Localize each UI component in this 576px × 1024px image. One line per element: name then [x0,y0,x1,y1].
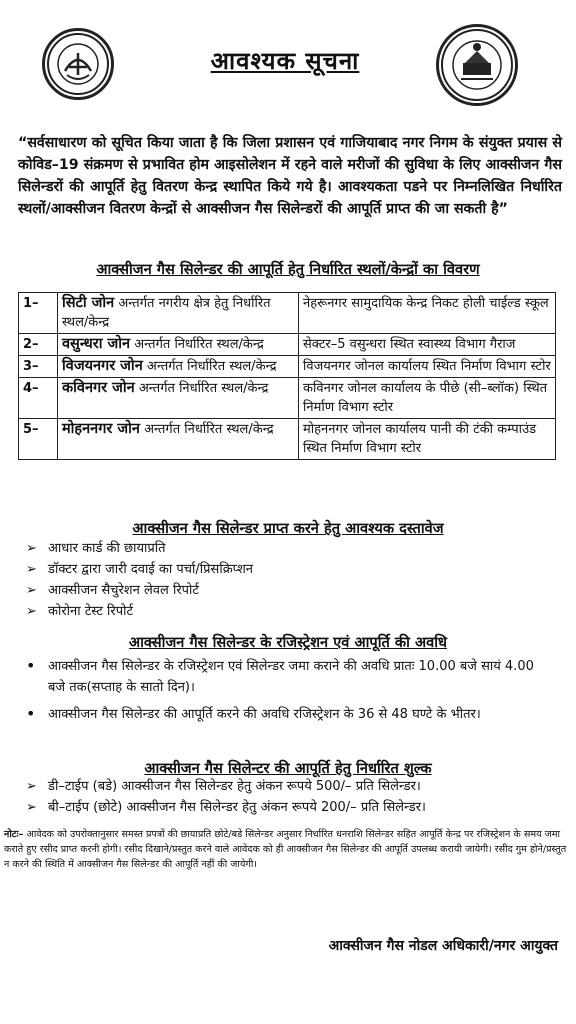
zone-name: वसुन्धरा जोन [62,336,131,352]
dot-bullet-icon: • [26,656,36,675]
dot-bullet-icon: • [26,704,36,723]
address-cell: नेहरूनगर सामुदायिक केन्द्र निकट होली चाईल्ड स्कूल [299,293,556,334]
zone-cell [58,419,299,460]
table-row [19,334,556,356]
zone-name: सिटी जोन [62,295,115,311]
zone-cell [58,334,299,356]
documents-list [26,538,253,622]
row-number: 1– [19,293,58,334]
table-row [19,356,556,378]
list-item: ➢ आक्सीजन सैचुरेशन लेवल रिपोर्ट [26,580,253,601]
note-text: आवेदक को उपरोक्तानुसार समस्त प्रपत्रों की छायाप्रति छोटे/बडे सिलेन्डर अनुसार निर्धारित धनराशि सिलेन्डर सहित आपूर्ति केन्द्र पर रजिस्ट्रेशन के समय जमा कराते हुए रसीद प्राप्त करनी होगी। रसीद दिखाने/प्रस्तुत करने वाले आवेदक को ही आक्सीजन गैस सिलेन्डर की आपूर्ति उपलब्ध करायी जायेगी। रसीद गुम होने/प्रस्तुत न करने की स्थिति में आक्सीजन गैस सिलेन्डर की आपूर्ति नहीं की जायेगी। [4,829,567,870]
zone-desc: अन्तर्गत निर्धारित स्थल/केन्द्र [146,359,277,374]
address-cell: मोहननगर जोनल कार्यालय पानी की टंकी कम्पाउंड स्थित निर्माण विभाग स्टोर [299,419,556,460]
zone-desc: अन्तर्गत निर्धारित स्थल/केन्द्र [134,337,264,352]
arrow-bullet-icon: ➢ [26,583,37,598]
list-item: • आक्सीजन गैस सिलेन्डर के रजिस्ट्रेशन एवं सिलेन्डर जमा कराने की अवधि प्रातः 10.00 बजे सायं 4.00 बजे तक(सप्ताह के सातो दिन)। [26,656,534,695]
fee-list [26,776,426,818]
centers-heading: आक्सीजन गैस सिलेन्डर की आपूर्ति हेतु निर्धारित स्थलों/केन्द्रों का विवरण [96,261,480,278]
zone-desc: अन्तर्गत नगरीय क्षेत्र हेतु निर्धारित स्थल/केन्द्र [62,296,271,330]
address-cell: सेक्टर–5 वसुन्धरा स्थित स्वास्थ्य विभाग गैराज [299,334,556,356]
row-number: 3– [19,356,58,378]
zone-name: विजयनगर जोन [62,358,143,374]
page-title: आवश्यक सूचना [210,47,360,75]
intro-paragraph: “सर्वसाधारण को सूचित किया जाता है कि जिला प्रशासन एवं गाजियाबाद नगर निगम के संयुक्त प्रयास से कोविड–19 संक्रमण से प्रभावित होम आइसोलेशन में रहने वाले मरीजों की सुविधा के लिए आक्सीजन गैस सिलेन्डरों की आपूर्ति हेतु वितरण केन्द्र स्थापित किये गये है। आवश्यकता पडने पर निम्नलिखित निर्धारित स्थलों/आक्सीजन वितरण केन्द्रों से आक्सीजन गैस सिलेन्डरों की आपूर्ति प्राप्त की जा सकती है” [18,135,562,217]
zone-cell [58,293,299,334]
list-item: ➢ आधार कार्ड की छायाप्रति [26,538,253,559]
nagar-nigam-logo [436,24,518,106]
table-row [19,293,556,334]
signature: आक्सीजन गैस नोडल अधिकारी/नगर आयुक्त [328,938,558,954]
list-item: ➢ डॉक्टर द्वारा जारी दवाई का पर्चा/प्रिसक्रिप्शन [26,559,253,580]
row-number: 2– [19,334,58,356]
zone-name: कविनगर जोन [62,380,135,396]
documents-heading: आक्सीजन गैस सिलेन्डर प्राप्त करने हेतु आवश्यक दस्तावेज [132,520,444,537]
list-item: • आक्सीजन गैस सिलेन्डर की आपूर्ति करने की अवधि रजिस्ट्रेशन के 36 से 48 घण्टे के भीतर। [26,704,481,723]
fee-heading: आक्सीजन गैस सिलेन्टर की आपूर्ति हेतु निर्धारित शुल्क [144,760,432,777]
zone-desc: अन्तर्गत निर्धारित स्थल/केन्द्र [138,381,269,396]
arrow-bullet-icon: ➢ [26,604,37,619]
period-list [26,656,554,731]
emblem-icon [45,31,111,97]
arrow-bullet-icon: ➢ [26,562,37,577]
list-item: ➢ डी–टाईप (बडे) आक्सीजन गैस सिलेन्डर हेतु अंकन रूपये 500/– प्रति सिलेन्डर। [26,776,426,797]
zone-name: मोहननगर जोन [62,421,140,437]
arrow-bullet-icon: ➢ [26,541,37,556]
period-heading: आक्सीजन गैस सिलेन्डर के रजिस्ट्रेशन एवं आपूर्ति की अवधि [129,634,447,651]
note-label: नोटः– [4,829,24,840]
row-number: 5– [19,419,58,460]
address-cell: विजयनगर जोनल कार्यालय स्थित निर्माण विभाग स्टोर [299,356,556,378]
zone-desc: अन्तर्गत निर्धारित स्थल/केन्द्र [144,422,274,437]
zone-cell [58,356,299,378]
arrow-bullet-icon: ➢ [26,779,37,794]
address-cell: कविनगर जोनल कार्यालय के पीछे (सी–ब्लॉक) स्थित निर्माण विभाग स्टोर [299,378,556,419]
list-item: ➢ कोरोना टेस्ट रिपोर्ट [26,601,253,622]
up-government-emblem [42,28,114,100]
table-row [19,378,556,419]
list-item: ➢ बी–टाईप (छोटे) आक्सीजन गैस सिलेन्डर हेतु अंकन रूपये 200/– प्रति सिलेन्डर। [26,797,426,818]
row-number: 4– [19,378,58,419]
note [4,827,568,872]
centers-table [18,292,556,460]
zone-cell [58,378,299,419]
table-row [19,419,556,460]
municipal-seal-icon [439,27,515,103]
arrow-bullet-icon: ➢ [26,800,37,815]
